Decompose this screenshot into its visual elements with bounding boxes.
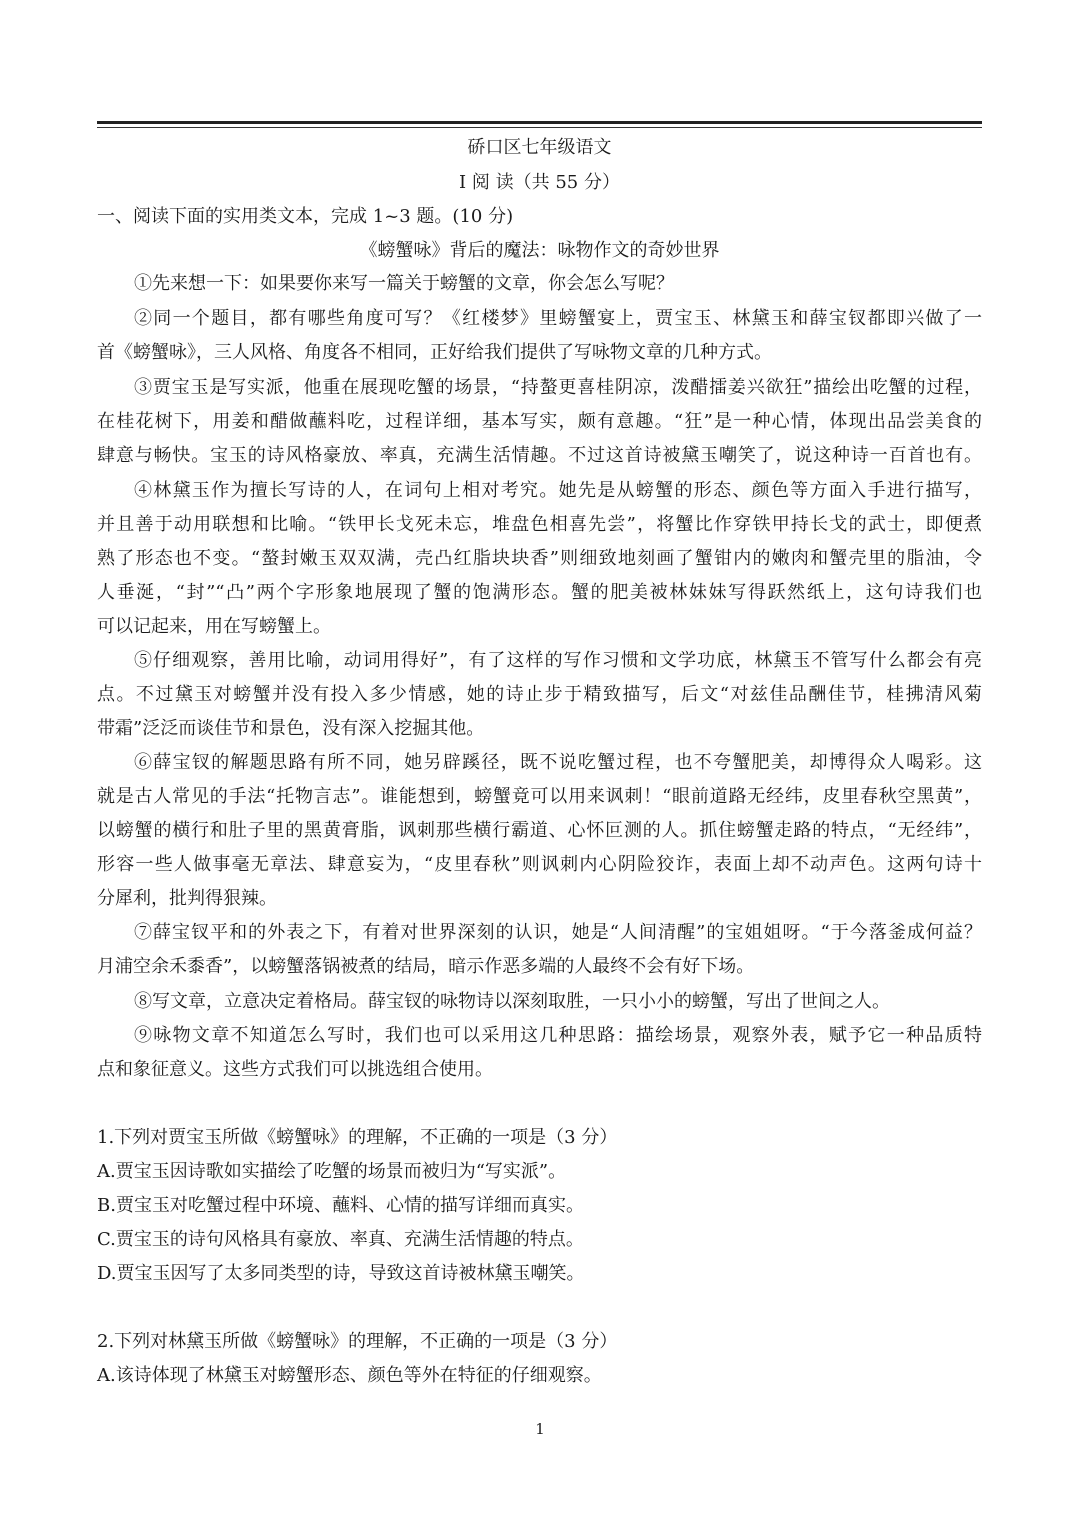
paragraph-line: 首《螃蟹咏》，三人风格、角度各不相同，正好给我们提供了写咏物文章的几种方式。	[97, 342, 772, 363]
question-1-stem: 1.下列对贾宝玉所做《螃蟹咏》的理解，不正确的一项是（3 分）	[97, 1127, 618, 1148]
paragraph-line: ②同一个题目，都有哪些角度可写？《红楼梦》里螃蟹宴上，贾宝玉、林黛玉和薛宝钗都即兴做了一	[134, 308, 982, 329]
paragraph-line: ④林黛玉作为擅长写诗的人，在词句上相对考究。她先是从螃蟹的形态、颜色等方面入手进行描写，	[134, 480, 982, 501]
question-1-option-d: D.贾宝玉因写了太多同类型的诗，导致这首诗被林黛玉嘲笑。	[97, 1263, 585, 1284]
paragraph-line: 人垂涎，“封”“凸”两个字形象地展现了蟹的饱满形态。蟹的肥美被林妹妹写得跃然纸上，这句诗我们也	[97, 582, 982, 603]
question-2-option-a: A.该诗体现了林黛玉对螃蟹形态、颜色等外在特征的仔细观察。	[97, 1365, 602, 1386]
paragraph-line: 肆意与畅快。宝玉的诗风格豪放、率真，充满生活情趣。不过这首诗被黛玉嘲笑了，说这种诗一百首也有。	[97, 445, 982, 466]
paragraph-line: ③贾宝玉是写实派，他重在展现吃蟹的场景，“持螯更喜桂阴凉，泼醋擂姜兴欲狂”描绘出吃蟹的过程，	[134, 377, 982, 398]
header-rule-thick	[97, 121, 982, 124]
part1-instruction: 一、阅读下面的实用类文本，完成 1~3 题。(10 分)	[97, 206, 514, 227]
paragraph-line: 月浦空余禾黍香”，以螃蟹落锅被煮的结局，暗示作恶多端的人最终不会有好下场。	[97, 956, 755, 977]
paragraph-line: 点和象征意义。这些方式我们可以挑选组合使用。	[97, 1059, 493, 1080]
paragraph-line: ⑥薛宝钗的解题思路有所不同，她另辟蹊径，既不说吃蟹过程，也不夸蟹肥美，却博得众人喝彩。这	[134, 752, 982, 773]
paragraph-line: ⑤仔细观察，善用比喻，动词用得好”，有了这样的写作习惯和文学功底，林黛玉不管写什么都会有亮	[134, 650, 982, 671]
exam-title: 硚口区七年级语文	[467, 137, 612, 158]
page-number: 1	[535, 1420, 545, 1438]
paragraph-line: 可以记起来，用在写螃蟹上。	[97, 616, 331, 637]
paragraph-line: ⑦薛宝钗平和的外表之下，有着对世界深刻的认识，她是“人间清醒”的宝姐姐呀。“于今落釜成何益？	[134, 922, 982, 943]
paragraph-line: 以螃蟹的横行和肚子里的黑黄膏脂，讽刺那些横行霸道、心怀叵测的人。抓住螃蟹走路的特点，“无经纬”，	[97, 820, 982, 841]
question-1-option-c: C.贾宝玉的诗句风格具有豪放、率真、充满生活情趣的特点。	[97, 1229, 584, 1250]
paragraph-line: ⑨咏物文章不知道怎么写时，我们也可以采用这几种思路：描绘场景，观察外表，赋予它一种品质特	[134, 1025, 982, 1046]
question-1-option-a: A.贾宝玉因诗歌如实描绘了吃蟹的场景而被归为“写实派”。	[97, 1161, 567, 1182]
paragraph-line: 在桂花树下，用姜和醋做蘸料吃，过程详细，基本写实，颇有意趣。“狂”是一种心情，体现出品尝美食的	[97, 411, 982, 432]
article-title: 《螃蟹咏》背后的魔法：咏物作文的奇妙世界	[359, 240, 720, 261]
question-1-option-b: B.贾宝玉对吃蟹过程中环境、蘸料、心情的描写详细而真实。	[97, 1195, 584, 1216]
paragraph-line: 分犀利，批判得狠辣。	[97, 888, 277, 909]
paragraph-line: 就是古人常见的手法“托物言志”。谁能想到，螃蟹竟可以用来讽刺！“眼前道路无经纬，皮里春秋空黑黄”，	[97, 786, 982, 807]
section-heading: Ⅰ 阅 读（共 55 分）	[459, 172, 620, 193]
paragraph-line: ⑧写文章，立意决定着格局。薛宝钗的咏物诗以深刻取胜，一只小小的螃蟹，写出了世间之人。	[134, 991, 890, 1012]
header-rule-thin	[97, 127, 982, 128]
paragraph-line: 形容一些人做事毫无章法、肆意妄为，“皮里春秋”则讽刺内心阴险狡诈，表面上却不动声色。这两句诗十	[97, 854, 982, 875]
paragraph-line: 点。不过黛玉对螃蟹并没有投入多少情感，她的诗止步于精致描写，后文“对兹佳品酬佳节，桂拂清风菊	[97, 684, 982, 705]
paragraph-line: ①先来想一下：如果要你来写一篇关于螃蟹的文章，你会怎么写呢？	[134, 273, 674, 294]
paragraph-line: 带霜”泛泛而谈佳节和景色，没有深入挖掘其他。	[97, 718, 485, 739]
question-2-stem: 2.下列对林黛玉所做《螃蟹咏》的理解，不正确的一项是（3 分）	[97, 1331, 618, 1352]
paragraph-line: 并且善于动用联想和比喻。“铁甲长戈死未忘，堆盘色相喜先尝”，将蟹比作穿铁甲持长戈的武士，即便煮	[97, 514, 982, 535]
paragraph-line: 熟了形态也不变。“螯封嫩玉双双满，壳凸红脂块块香”则细致地刻画了蟹钳内的嫩肉和蟹壳里的脂油，令	[97, 548, 982, 569]
